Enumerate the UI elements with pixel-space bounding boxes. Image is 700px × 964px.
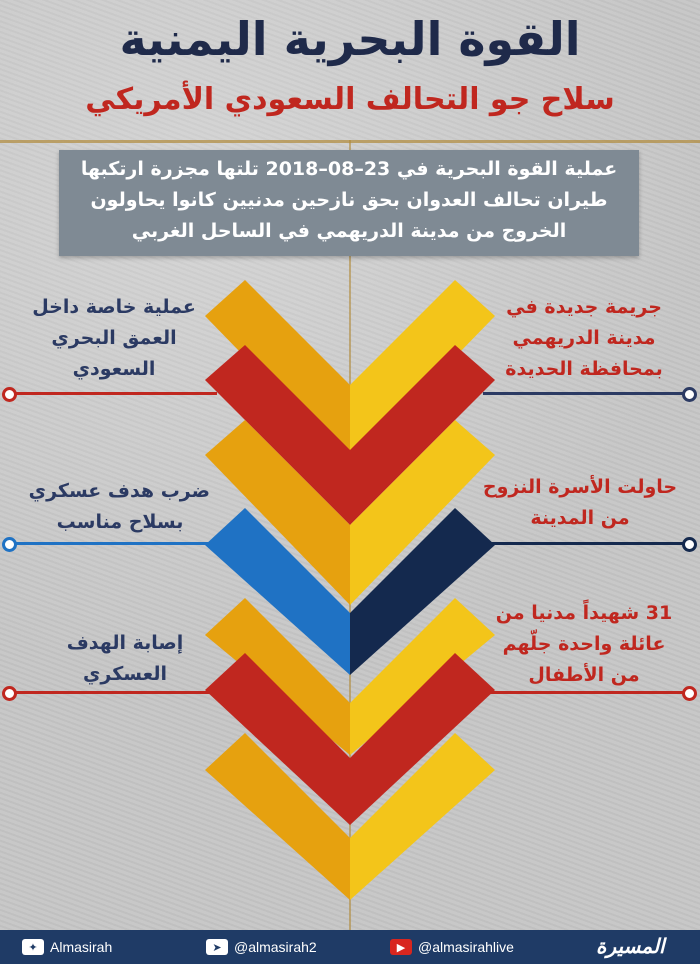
- left-point-line: ضرب هدف عسكري: [28, 480, 210, 502]
- right-point-line: جريمة جديدة في: [506, 296, 662, 318]
- connector-dot: [682, 537, 697, 552]
- right-point-line: بمحافظة الحديدة: [505, 358, 663, 380]
- left-point-3: [40, 628, 210, 690]
- page-title: القوة البحرية اليمنية: [119, 12, 581, 66]
- connector-dot: [682, 686, 697, 701]
- page-subtitle: سلاح جو التحالف السعودي الأمريكي: [85, 82, 615, 117]
- twitter-icon: ✦: [22, 939, 44, 955]
- intro-line: الخروج من مدينة الدريهمي في الساحل الغربي: [131, 220, 567, 242]
- connector-line: [483, 542, 688, 545]
- left-point-line: إصابة الهدف: [66, 632, 184, 654]
- left-point-line: العسكري: [83, 663, 167, 685]
- connector-dot: [2, 686, 17, 701]
- intro-line: عملية القوة البحرية في 23–08–2018 تلتها مجزرة ارتكبها: [80, 158, 618, 180]
- telegram-handle: @almasirah2: [234, 939, 317, 955]
- intro-line: طيران تحالف العدوان بحق نازحين مدنيين كانوا يحاولون: [90, 189, 608, 211]
- connector-dot: [2, 387, 17, 402]
- left-point-line: بسلاح مناسب: [56, 511, 184, 533]
- telegram-icon: ➤: [206, 939, 228, 955]
- youtube-handle: @almasirahlive: [418, 939, 514, 955]
- left-point-2: [30, 476, 210, 538]
- connector-line: [12, 542, 217, 545]
- connector-line: [483, 691, 688, 694]
- twitter-handle: Almasirah: [50, 939, 113, 955]
- youtube-icon: ▶: [390, 939, 412, 955]
- connector-dot: [2, 537, 17, 552]
- right-point-2: [480, 472, 680, 534]
- footer-twitter[interactable]: [22, 937, 112, 957]
- right-point-line: من الأطفال: [528, 664, 640, 686]
- connector-line: [12, 691, 217, 694]
- connector-dot: [682, 387, 697, 402]
- left-point-line: عملية خاصة داخل: [32, 296, 196, 318]
- left-point-line: العمق البحري: [51, 327, 177, 349]
- right-point-1: [494, 292, 674, 385]
- right-point-line: عائلة واحدة جلّهم: [502, 633, 666, 655]
- right-point-line: من المدينة: [530, 507, 630, 529]
- footer-youtube[interactable]: [390, 937, 514, 957]
- left-point-1: [24, 292, 204, 385]
- right-point-line: حاولت الأسرة النزوح: [482, 476, 678, 498]
- right-point-line: مدينة الدريهمي: [512, 327, 656, 349]
- brand-logo: المسيرة: [596, 934, 665, 958]
- left-point-line: السعودي: [72, 358, 156, 380]
- right-point-line: 31 شهيداً مدنيا من: [495, 602, 673, 624]
- footer-telegram[interactable]: [206, 937, 317, 957]
- right-point-3: [494, 598, 674, 691]
- connector-line: [12, 392, 217, 395]
- connector-line: [483, 392, 688, 395]
